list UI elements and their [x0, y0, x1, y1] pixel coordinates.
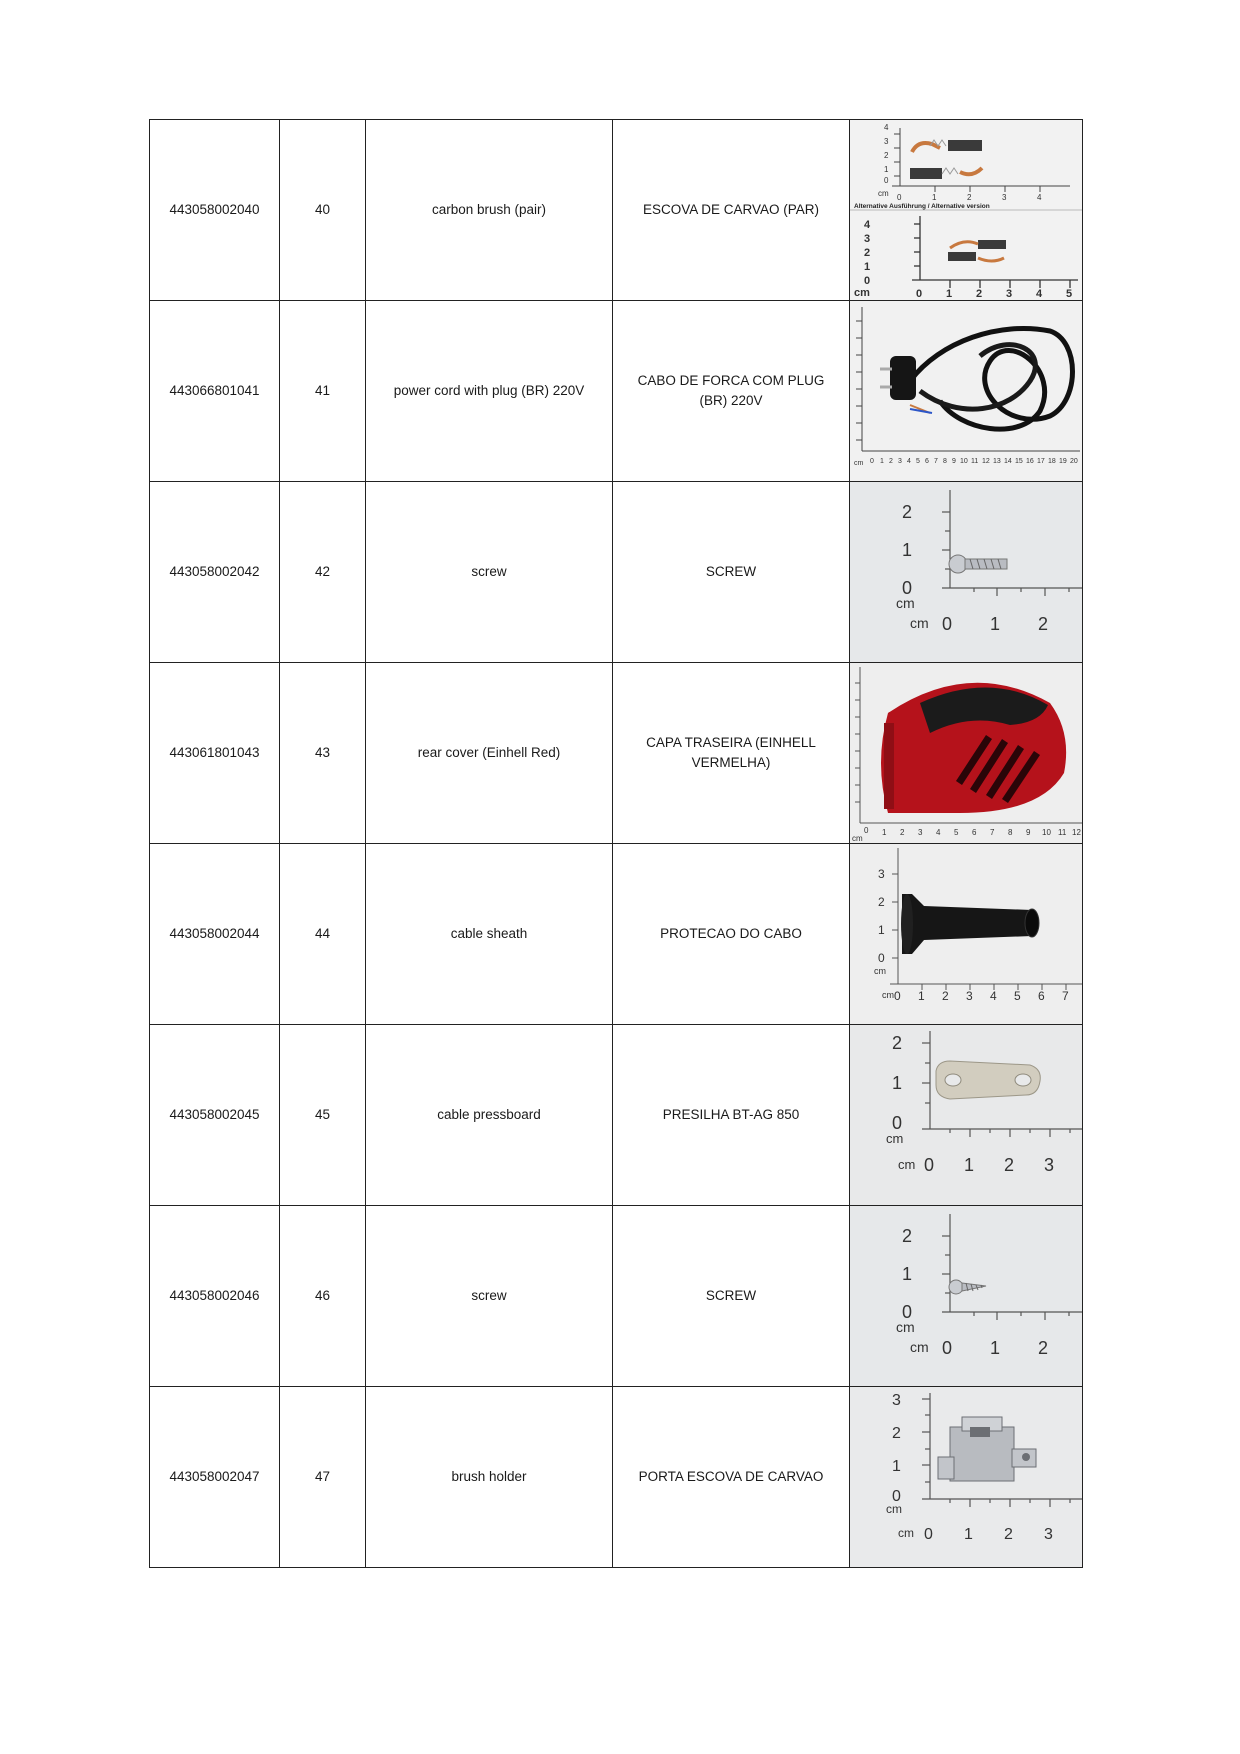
part-number: 443058002042	[150, 482, 280, 663]
table-row	[150, 1206, 1083, 1387]
svg-text:3: 3	[966, 989, 973, 1003]
svg-text:7: 7	[934, 458, 938, 465]
svg-text:2: 2	[864, 247, 871, 259]
svg-text:5: 5	[954, 828, 959, 837]
brush-holder-photo	[850, 1387, 1082, 1567]
svg-text:2: 2	[967, 193, 972, 202]
svg-text:4: 4	[907, 458, 911, 465]
svg-text:8: 8	[1008, 828, 1013, 837]
position-number: 42	[280, 482, 366, 663]
part-number: 443066801041	[150, 301, 280, 482]
svg-text:0: 0	[942, 614, 953, 634]
description-en: power cord with plug (BR) 220V	[366, 301, 613, 482]
svg-text:3: 3	[898, 458, 902, 465]
svg-text:cm: cm	[896, 1319, 915, 1335]
svg-text:cm: cm	[910, 615, 929, 631]
description-pt: CAPA TRASEIRA (EINHELL VERMELHA)	[613, 663, 850, 844]
position-number: 46	[280, 1206, 366, 1387]
svg-text:7: 7	[1062, 989, 1069, 1003]
svg-text:1: 1	[884, 165, 889, 174]
svg-text:2: 2	[942, 989, 949, 1003]
svg-text:1: 1	[964, 1526, 973, 1543]
svg-text:2: 2	[878, 895, 885, 909]
svg-text:5: 5	[916, 458, 920, 465]
table-row	[150, 301, 1083, 482]
description-en: screw	[366, 1206, 613, 1387]
svg-text:2: 2	[892, 1033, 903, 1053]
svg-text:12: 12	[982, 458, 990, 465]
svg-text:cm: cm	[882, 990, 894, 1000]
svg-text:5: 5	[1014, 989, 1021, 1003]
cable-sheath-photo	[850, 844, 1082, 1024]
carbon-brush-photo	[850, 120, 1082, 300]
svg-text:0: 0	[924, 1526, 933, 1543]
svg-text:7: 7	[990, 828, 995, 837]
position-number: 40	[280, 120, 366, 301]
svg-text:1: 1	[964, 1155, 975, 1175]
part-number: 443058002044	[150, 844, 280, 1025]
description-pt: ESCOVA DE CARVAO (PAR)	[613, 120, 850, 301]
svg-text:18: 18	[1048, 458, 1056, 465]
svg-text:3: 3	[884, 137, 889, 146]
svg-text:1: 1	[932, 193, 937, 202]
svg-text:1: 1	[880, 458, 884, 465]
part-image-cell	[850, 120, 1083, 301]
svg-text:1: 1	[990, 1338, 1001, 1358]
svg-text:4: 4	[884, 123, 889, 132]
power-cord-photo	[850, 301, 1082, 481]
svg-text:cm: cm	[854, 287, 870, 299]
part-image-cell	[850, 1206, 1083, 1387]
svg-text:1: 1	[902, 540, 913, 560]
svg-text:1: 1	[882, 828, 887, 837]
svg-text:0: 0	[864, 826, 869, 835]
svg-text:cm: cm	[898, 1157, 916, 1172]
svg-text:20: 20	[1070, 458, 1078, 465]
svg-text:cm: cm	[896, 595, 915, 611]
svg-text:6: 6	[1038, 989, 1045, 1003]
description-pt: PORTA ESCOVA DE CARVAO	[613, 1387, 850, 1568]
description-en: brush holder	[366, 1387, 613, 1568]
part-number: 443058002045	[150, 1025, 280, 1206]
svg-text:0: 0	[902, 578, 913, 598]
svg-text:11: 11	[1058, 828, 1067, 837]
description-en: screw	[366, 482, 613, 663]
table-row	[150, 844, 1083, 1025]
part-image-cell	[850, 301, 1083, 482]
description-en: cable pressboard	[366, 1025, 613, 1206]
svg-text:Alternative Ausführung / Alter: Alternative Ausführung / Alternative version	[854, 203, 990, 210]
cable-clamp-photo	[850, 1025, 1082, 1205]
description-pt: CABO DE FORCA COM PLUG (BR) 220V	[613, 301, 850, 482]
svg-text:2: 2	[892, 1425, 901, 1442]
part-number: 443058002040	[150, 120, 280, 301]
svg-text:12: 12	[1072, 828, 1081, 837]
svg-text:4: 4	[990, 989, 997, 1003]
svg-text:0: 0	[878, 951, 885, 965]
svg-text:16: 16	[1026, 458, 1034, 465]
svg-text:15: 15	[1015, 458, 1023, 465]
description-pt: SCREW	[613, 1206, 850, 1387]
table-row	[150, 120, 1083, 301]
small-screw-photo	[850, 1206, 1082, 1386]
svg-text:10: 10	[960, 458, 968, 465]
svg-text:3: 3	[1002, 193, 1007, 202]
svg-text:5: 5	[1066, 288, 1073, 300]
svg-text:3: 3	[1006, 288, 1013, 300]
svg-text:2: 2	[976, 288, 983, 300]
svg-text:0: 0	[884, 176, 889, 185]
description-en: rear cover (Einhell Red)	[366, 663, 613, 844]
svg-text:10: 10	[1042, 828, 1051, 837]
svg-text:cm: cm	[910, 1339, 929, 1355]
svg-text:3: 3	[918, 828, 923, 837]
svg-text:0: 0	[892, 1113, 903, 1133]
table-row	[150, 1025, 1083, 1206]
svg-text:1: 1	[892, 1458, 901, 1475]
svg-text:3: 3	[1044, 1155, 1055, 1175]
svg-text:cm: cm	[852, 834, 863, 843]
svg-text:1: 1	[946, 288, 953, 300]
svg-text:9: 9	[952, 458, 956, 465]
svg-text:0: 0	[864, 275, 871, 287]
description-en: carbon brush (pair)	[366, 120, 613, 301]
svg-text:1: 1	[990, 614, 1001, 634]
svg-text:2: 2	[1038, 1338, 1049, 1358]
position-number: 47	[280, 1387, 366, 1568]
position-number: 44	[280, 844, 366, 1025]
svg-text:19: 19	[1059, 458, 1067, 465]
part-image-cell	[850, 663, 1083, 844]
svg-text:4: 4	[936, 828, 941, 837]
svg-text:2: 2	[902, 502, 913, 522]
svg-text:3: 3	[1044, 1526, 1053, 1543]
svg-text:13: 13	[993, 458, 1001, 465]
svg-text:9: 9	[1026, 828, 1031, 837]
table-row	[150, 482, 1083, 663]
svg-text:1: 1	[918, 989, 925, 1003]
table-row	[150, 1387, 1083, 1568]
svg-text:0: 0	[942, 1338, 953, 1358]
svg-text:0: 0	[916, 288, 923, 300]
svg-text:0: 0	[902, 1302, 913, 1322]
svg-text:1: 1	[878, 923, 885, 937]
svg-text:8: 8	[943, 458, 947, 465]
part-image-cell	[850, 482, 1083, 663]
svg-text:3: 3	[864, 233, 871, 245]
svg-text:2: 2	[1038, 614, 1049, 634]
svg-text:11: 11	[971, 458, 979, 465]
part-number: 443058002047	[150, 1387, 280, 1568]
svg-text:cm: cm	[886, 1131, 904, 1146]
svg-text:cm: cm	[898, 1526, 914, 1540]
svg-text:1: 1	[902, 1264, 913, 1284]
svg-text:0: 0	[924, 1155, 935, 1175]
svg-text:0: 0	[870, 458, 874, 465]
svg-text:0: 0	[897, 193, 902, 202]
description-pt: PROTECAO DO CABO	[613, 844, 850, 1025]
svg-text:1: 1	[864, 261, 871, 273]
part-image-cell	[850, 844, 1083, 1025]
svg-text:cm: cm	[874, 966, 886, 976]
svg-text:17: 17	[1037, 458, 1045, 465]
description-pt: SCREW	[613, 482, 850, 663]
svg-text:0: 0	[892, 1488, 901, 1505]
part-number: 443058002046	[150, 1206, 280, 1387]
parts-table	[149, 119, 1083, 1568]
table-row	[150, 663, 1083, 844]
part-image-cell	[850, 1025, 1083, 1206]
svg-text:6: 6	[925, 458, 929, 465]
svg-text:6: 6	[972, 828, 977, 837]
svg-text:cm: cm	[854, 460, 864, 467]
svg-text:1: 1	[892, 1073, 903, 1093]
part-number: 443061801043	[150, 663, 280, 844]
screw-photo	[850, 482, 1082, 662]
position-number: 45	[280, 1025, 366, 1206]
position-number: 41	[280, 301, 366, 482]
svg-text:0: 0	[894, 989, 901, 1003]
svg-text:2: 2	[884, 151, 889, 160]
svg-text:2: 2	[1004, 1155, 1015, 1175]
svg-text:3: 3	[892, 1392, 901, 1409]
svg-text:cm: cm	[886, 1502, 902, 1516]
description-pt: PRESILHA BT-AG 850	[613, 1025, 850, 1206]
svg-text:3: 3	[878, 867, 885, 881]
svg-text:2: 2	[889, 458, 893, 465]
svg-text:2: 2	[900, 828, 905, 837]
part-image-cell	[850, 1387, 1083, 1568]
svg-text:cm: cm	[878, 189, 889, 198]
svg-text:4: 4	[864, 219, 871, 231]
svg-text:4: 4	[1037, 193, 1042, 202]
position-number: 43	[280, 663, 366, 844]
svg-text:2: 2	[902, 1226, 913, 1246]
svg-text:4: 4	[1036, 288, 1043, 300]
description-en: cable sheath	[366, 844, 613, 1025]
rear-cover-photo	[850, 663, 1082, 843]
svg-text:14: 14	[1004, 458, 1012, 465]
svg-text:2: 2	[1004, 1526, 1013, 1543]
